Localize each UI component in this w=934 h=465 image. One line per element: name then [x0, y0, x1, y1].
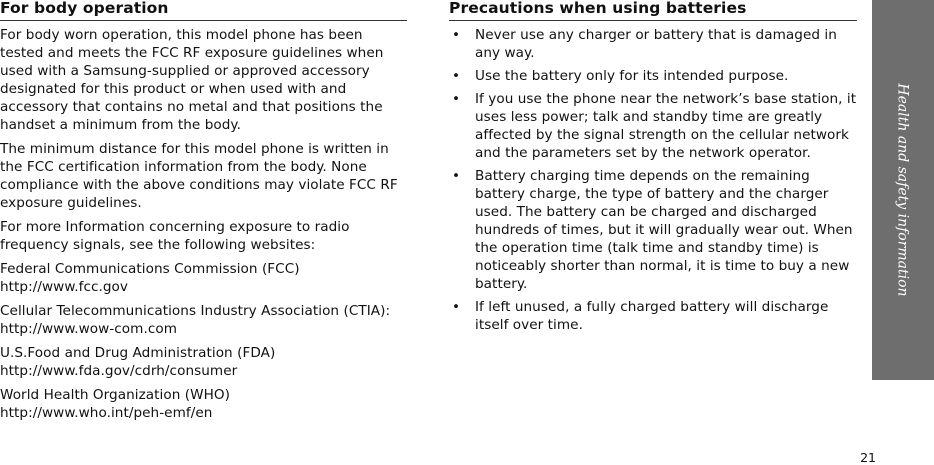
precautions-list [449, 26, 857, 334]
paragraph: For more Information concerning exposure to radio frequency signals, see the following websites: [0, 219, 350, 253]
list-item-text: Battery charging time depends on the remaining battery charge, the type of battery and the charger used. The battery can be charged and discharged hundreds of times, but it will gradually wear out. When the operation time (talk time and standby time) is noticeably shorter than normal, it is time to buy a new battery. [475, 168, 853, 292]
list-item [449, 67, 857, 85]
list-item-text: Never use any charger or battery that is damaged in any way. [475, 27, 837, 61]
bullet-icon: • [452, 168, 461, 184]
website-name: Cellular Telecommunications Industry Association (CTIA): [0, 303, 391, 319]
bullet-icon: • [452, 91, 461, 107]
website-entry-fda [0, 344, 407, 380]
website-url: http://www.fcc.gov [0, 279, 129, 295]
chapter-side-tab-label: Health and safety information [895, 83, 912, 297]
chapter-side-tab-label-wrap [872, 0, 934, 380]
website-entry-ctia [0, 302, 407, 338]
list-item [449, 26, 857, 62]
list-item-text: If left unused, a fully charged battery will discharge itself over time. [475, 299, 829, 333]
bullet-icon: • [452, 68, 461, 84]
left-column [0, 0, 407, 422]
bullet-icon: • [452, 27, 461, 43]
heading-rule [0, 20, 407, 21]
section-heading-battery-precautions: Precautions when using batteries [449, 0, 747, 17]
paragraph: The minimum distance for this model phone is written in the FCC certification information from the body. None compliance with the above conditions may violate FCC RF exposure guidelines. [0, 141, 398, 211]
paragraph: For body worn operation, this model phone has been tested and meets the FCC RF exposure guidelines when used with a Samsung-supplied or approved accessory designated for this product or when used with and accessory that contains no metal and that positions the handset a minimum from the body. [0, 27, 384, 133]
website-entry-fcc [0, 260, 407, 296]
heading-rule [449, 20, 857, 21]
list-item [449, 298, 857, 334]
website-name: U.S.Food and Drug Administration (FDA) [0, 345, 276, 361]
website-url: http://www.fda.gov/cdrh/consumer [0, 363, 238, 379]
left-body [0, 26, 407, 422]
right-column [449, 0, 857, 339]
page-number: 21 [860, 450, 876, 465]
website-url: http://www.wow-com.com [0, 321, 178, 337]
list-item-text: If you use the phone near the network’s base station, it uses less power; talk and standby time are greatly affected by the signal strength on the cellular network and the parameters set by the network operator. [475, 91, 857, 161]
list-item-text: Use the battery only for its intended purpose. [475, 68, 789, 84]
website-entry-who [0, 386, 407, 422]
section-heading-body-operation: For body operation [0, 0, 169, 17]
bullet-icon: • [452, 299, 461, 315]
website-url: http://www.who.int/peh-emf/en [0, 405, 213, 421]
website-name: World Health Organization (WHO) [0, 387, 230, 403]
list-item [449, 167, 857, 293]
list-item [449, 90, 857, 162]
website-name: Federal Communications Commission (FCC) [0, 261, 300, 277]
